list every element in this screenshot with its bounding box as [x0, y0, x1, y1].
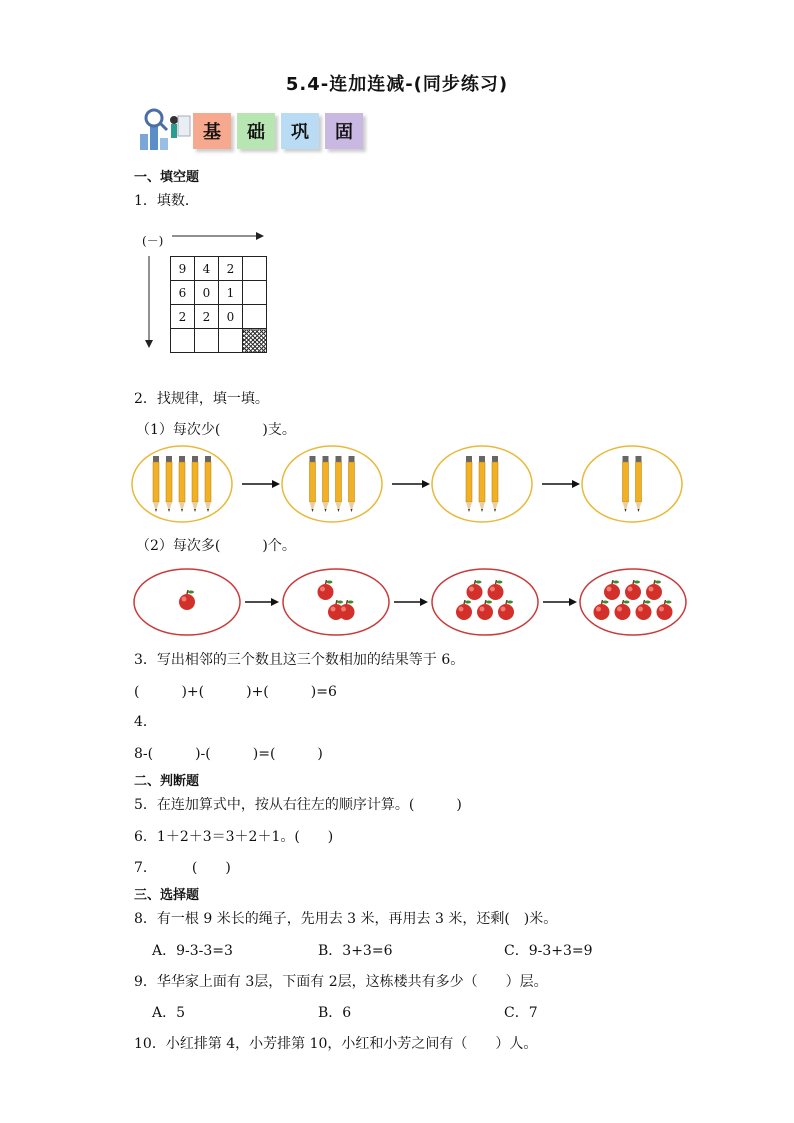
pencil-icon — [153, 456, 159, 512]
apple-icon — [488, 580, 504, 600]
study-illustration-icon — [134, 108, 194, 154]
pencil-group-oval — [582, 446, 682, 522]
grid-cell-blank[interactable] — [243, 305, 267, 329]
grid-cell: 6 — [171, 281, 195, 305]
pencil-icon — [310, 456, 316, 512]
q2-text: 2．找规律，填一填。 — [134, 391, 269, 407]
q8-option-b[interactable]: B．3+3=6 — [318, 943, 393, 959]
arrow-right-icon — [542, 480, 580, 488]
pencil-icon — [166, 456, 172, 512]
badge-chu: 础 — [237, 113, 275, 149]
q1-operator: (－) — [142, 234, 164, 248]
q9-option-a[interactable]: A．5 — [152, 1005, 186, 1021]
badge-gong: 巩 — [281, 113, 319, 149]
pencil-group-oval — [282, 446, 382, 522]
page-title: 5.4-连加连减-(同步练习) — [285, 74, 509, 95]
q3-text: 3．写出相邻的三个数且这三个数相加的结果等于 6。 — [134, 652, 465, 668]
q2-sub1: （1）每次少( )支。 — [136, 422, 296, 438]
q8-option-a[interactable]: A．9-3-3=3 — [152, 943, 233, 959]
pencil-sequence — [130, 444, 692, 526]
grid-cell: 2 — [195, 305, 219, 329]
section-judge-heading: 二、判断题 — [134, 774, 200, 789]
q8-option-c[interactable]: C．9-3+3=9 — [504, 943, 593, 959]
pencil-icon — [623, 456, 629, 512]
apple-icon — [594, 600, 610, 620]
pencil-icon — [179, 456, 185, 512]
q5-text: 5．在连加算式中，按从右往左的顺序计算。( ) — [134, 797, 462, 813]
grid-cell: 2 — [219, 257, 243, 281]
q8-text: 8．有一根 9 米长的绳子，先用去 3 米，再用去 3 米，还剩( )米。 — [134, 911, 558, 927]
apple-icon — [456, 600, 472, 620]
grid-cell: 9 — [171, 257, 195, 281]
apple-icon — [477, 600, 493, 620]
arrow-right-icon — [543, 598, 577, 606]
grid-cell: 0 — [219, 305, 243, 329]
grid-cell-blank[interactable] — [243, 281, 267, 305]
pencil-icon — [479, 456, 485, 512]
q3-expression: ( )+( )+( )=6 — [134, 684, 337, 700]
badge-ji: 基 — [193, 113, 231, 149]
q10-text: 10．小红排第 4，小芳排第 10，小红和小芳之间有（ ）人。 — [134, 1036, 538, 1052]
q2-sub2: （2）每次多( )个。 — [136, 538, 296, 554]
q9-text: 9．华华家上面有 3层，下面有 2层，这栋楼共有多少（ ）层。 — [134, 974, 548, 990]
grid-cell-blank[interactable] — [243, 257, 267, 281]
arrow-right-icon — [242, 480, 280, 488]
pencil-icon — [336, 456, 342, 512]
grid-cell-hatched — [243, 329, 267, 353]
apple-icon — [498, 600, 514, 620]
section-fill-heading: 一、填空题 — [134, 170, 200, 185]
grid-cell-blank[interactable] — [171, 329, 195, 353]
section-choice-heading: 三、选择题 — [134, 888, 200, 903]
grid-cell-blank[interactable] — [195, 329, 219, 353]
pencil-icon — [205, 456, 211, 512]
arrow-right-icon — [245, 598, 279, 606]
grid-cell: 0 — [195, 281, 219, 305]
pencil-icon — [466, 456, 472, 512]
apple-icon — [615, 600, 631, 620]
q9-option-b[interactable]: B．6 — [318, 1005, 352, 1021]
pencil-icon — [192, 456, 198, 512]
arrow-right-icon — [394, 598, 428, 606]
apple-icon — [646, 580, 662, 600]
apple-icon — [604, 580, 620, 600]
apple-icon — [657, 600, 673, 620]
pencil-icon — [492, 456, 498, 512]
badge-gu: 固 — [325, 113, 363, 149]
grid-cell: 4 — [195, 257, 219, 281]
apple-icon — [179, 590, 195, 610]
apple-sequence — [130, 566, 692, 638]
apple-icon — [625, 580, 641, 600]
pencil-icon — [636, 456, 642, 512]
grid-cell: 1 — [219, 281, 243, 305]
q4-text: 4． — [134, 714, 157, 730]
q6-text: 6．1＋2＋3＝3＋2＋1。( ) — [134, 829, 334, 845]
pencil-icon — [323, 456, 329, 512]
q1-text: 1．填数． — [134, 193, 199, 209]
apple-icon — [318, 580, 334, 600]
apple-icon — [467, 580, 483, 600]
q4-expression: 8-( )-( )=( ) — [134, 746, 323, 762]
arrow-right-icon — [392, 480, 430, 488]
q1-number-grid — [170, 256, 267, 353]
pencil-icon — [349, 456, 355, 512]
grid-cell: 2 — [171, 305, 195, 329]
grid-cell-blank[interactable] — [219, 329, 243, 353]
q9-option-c[interactable]: C．7 — [504, 1005, 538, 1021]
q7-text: 7． ( ) — [134, 860, 231, 876]
apple-icon — [636, 600, 652, 620]
